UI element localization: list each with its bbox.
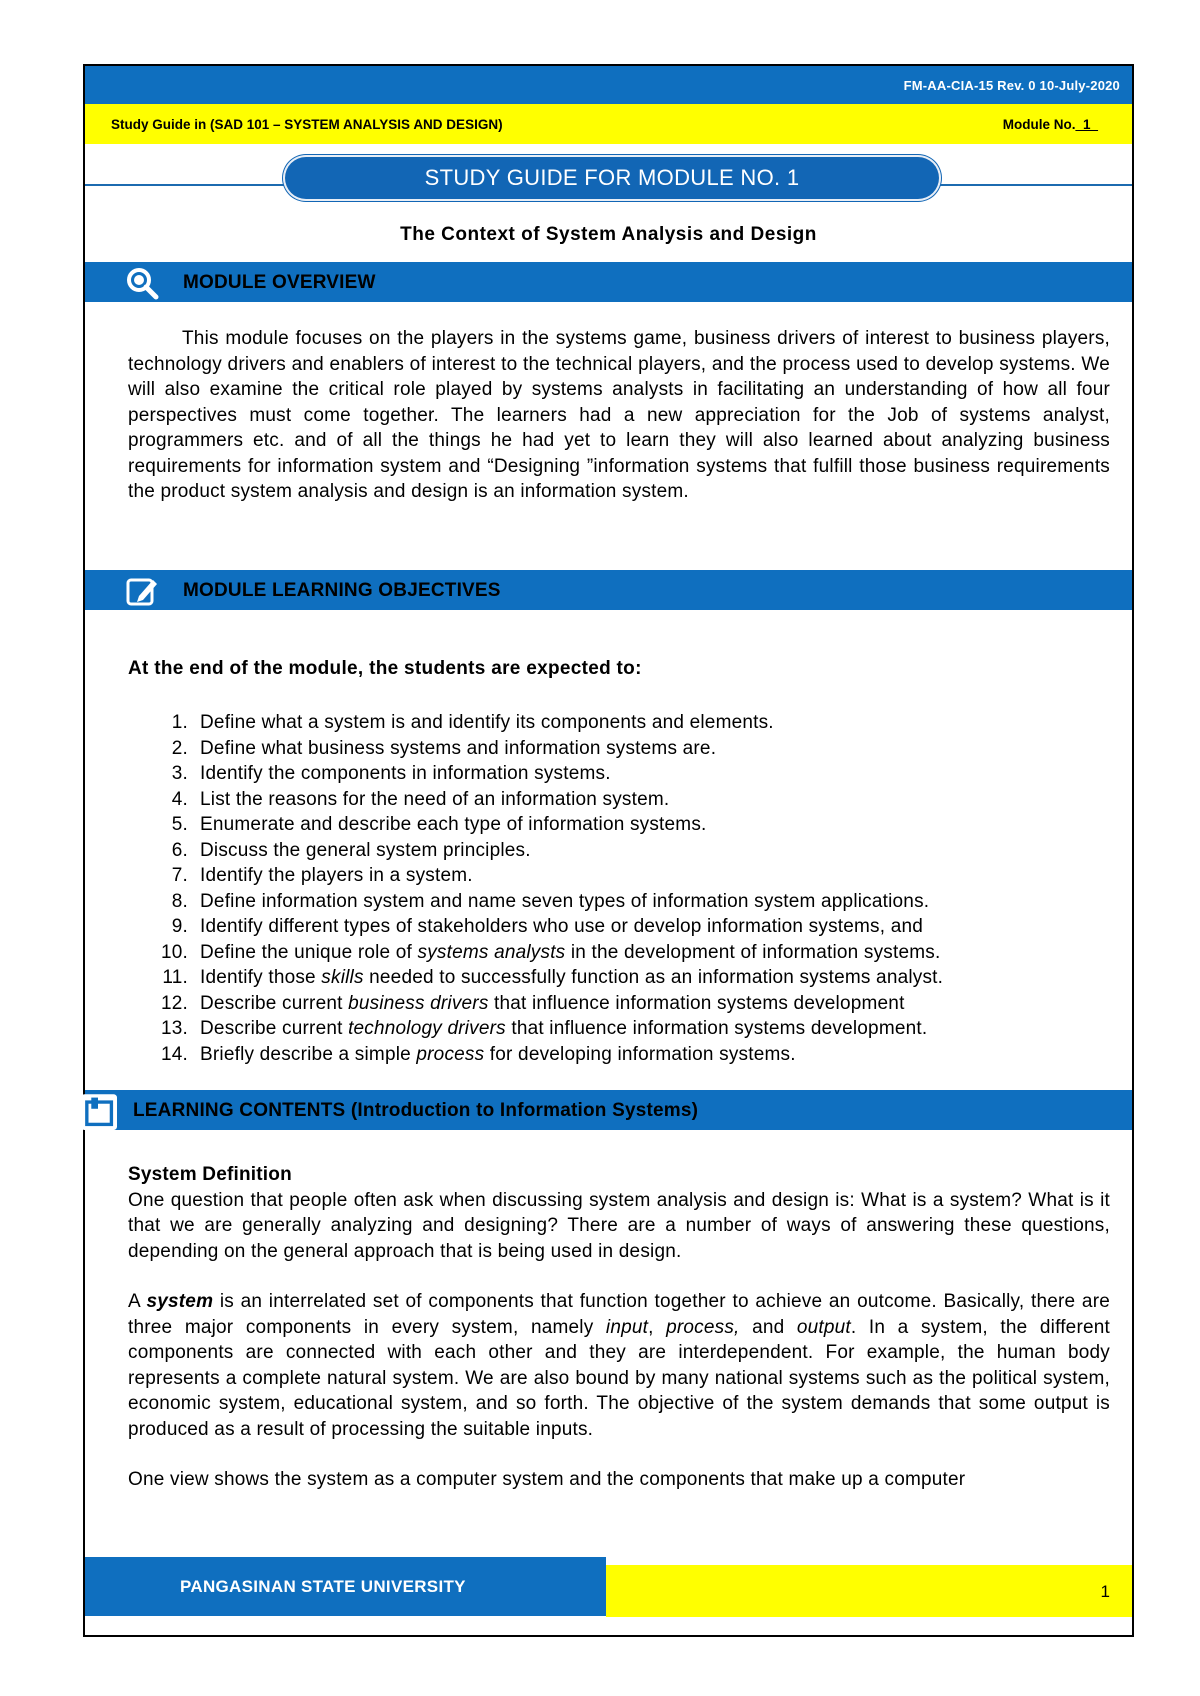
objective-item: 4. List the reasons for the need of an information system. — [150, 787, 943, 813]
form-code: FM-AA-CIA-15 Rev. 0 10-July-2020 — [903, 78, 1120, 93]
section-overview-bar — [85, 262, 1132, 302]
section-contents-bar — [85, 1090, 1132, 1130]
course-bar — [85, 104, 1132, 144]
system-definition-block — [128, 1162, 1110, 1493]
header-top-bar — [85, 66, 1132, 104]
objective-item: 6. Discuss the general system principles. — [150, 838, 943, 864]
section-overview-heading: MODULE OVERVIEW — [183, 272, 376, 293]
university-name: PANGASINAN STATE UNIVERSITY — [180, 1577, 466, 1596]
objective-item: 7. Identify the players in a system. — [150, 863, 943, 889]
system-definition-heading: System Definition — [128, 1164, 292, 1185]
objective-item: 14. Briefly describe a simple process for developing information systems. — [150, 1042, 943, 1068]
objective-item: 2. Define what business systems and information systems are. — [150, 736, 943, 762]
objective-item: 1. Define what a system is and identify its components and elements. — [150, 710, 943, 736]
section-objectives-bar — [85, 570, 1132, 610]
objective-emphasis: business drivers — [348, 992, 489, 1014]
objective-item: 13. Describe current technology drivers that influence information systems development. — [150, 1016, 943, 1042]
term-input: input — [605, 1316, 649, 1338]
footer-university-bar — [85, 1557, 606, 1616]
objective-item: 10. Define the unique role of systems analysts in the development of information systems. — [150, 940, 943, 966]
objective-number: 9. — [171, 916, 188, 937]
objective-number: 8. — [171, 890, 188, 912]
system-definition-p3: One view shows the system as a computer system and the components that make up a computer — [128, 1469, 966, 1490]
objective-number: 4. — [171, 788, 188, 810]
objective-item: 8. Define information system and name seven types of information system applications. — [150, 889, 943, 915]
objective-emphasis: technology drivers — [348, 1018, 506, 1039]
objective-emphasis: skills — [321, 967, 364, 988]
objective-number: 14. — [160, 1043, 188, 1065]
section-contents-heading: LEARNING CONTENTS (Introduction to Information Systems) — [133, 1100, 699, 1121]
section-objectives-heading: MODULE LEARNING OBJECTIVES — [183, 580, 501, 601]
system-definition-p2: A system is an interrelated set of components that function together to achieve an outcome. Basically, there are three major components in every system, namely input, process, and output. In a system, the different components are connected with each other and they are interdependent. For example, the human body represents a complete natural system. We are also bound by many national systems such as the political system, economic system, educational system, and so forth. The objective of the system demands that some output is produced as a result of processing the suitable inputs. — [128, 1291, 1110, 1440]
objective-number: 10. — [160, 941, 188, 963]
objective-number: 5. — [171, 814, 188, 835]
footer-page-bar — [606, 1565, 1132, 1617]
objective-number: 13. — [160, 1018, 188, 1039]
objective-item: 12. Describe current business drivers that influence information systems development — [150, 991, 943, 1017]
objective-number: 6. — [171, 839, 188, 861]
objective-item: 9. Identify different types of stakeholders who use or develop information systems, and — [150, 914, 943, 940]
objective-number: 12. — [160, 992, 188, 1014]
objective-emphasis: systems analysts — [417, 941, 566, 963]
study-guide-banner: STUDY GUIDE FOR MODULE NO. 1 — [285, 157, 939, 199]
magnifier-icon — [125, 266, 159, 300]
overview-text: This module focuses on the players in the systems game, business drivers of interest to business players, technology drivers and enablers of interest to the technical players, and the process used to develop systems. We will also examine the critical role played by systems analysts in facilitating an understanding of how all four perspectives must come together. The learners had a new appreciation for the Job of systems analyst, programmers etc. and of all the things he had yet to learn they will also learned about analyzing business requirements for information system and “Designing ”information systems that fulfill those business requirements the product system analysis and design is an information system. — [128, 328, 1110, 502]
module-number-label — [1003, 117, 1098, 132]
objective-number: 7. — [171, 865, 188, 886]
objective-item: 11. Identify those skills needed to successfully function as an information systems analyst. — [150, 965, 943, 991]
page-number: 1 — [1100, 1582, 1110, 1601]
objective-item: 3. Identify the components in information systems. — [150, 761, 943, 787]
term-output: output — [796, 1316, 851, 1338]
objective-number: 3. — [171, 763, 188, 784]
objective-item: 5. Enumerate and describe each type of information systems. — [150, 812, 943, 838]
objective-number: 2. — [171, 737, 188, 759]
term-system: system — [146, 1291, 214, 1312]
book-icon — [79, 1092, 117, 1130]
objectives-lead: At the end of the module, the students are expected to: — [128, 658, 642, 679]
module-number: _1_ — [1075, 117, 1098, 132]
objectives-list — [150, 710, 943, 1067]
term-process: process, — [666, 1316, 740, 1338]
module-label: Module No. — [1002, 117, 1076, 132]
objective-number: 11. — [162, 967, 188, 988]
page-title: The Context of System Analysis and Design — [400, 224, 817, 245]
system-definition-p1: One question that people often ask when discussing system analysis and design is: What is a system? What is it that we are generally analyzing and designing? There are a number of ways of answering these questions, depending on the general approach that is being used in design. — [128, 1189, 1110, 1262]
course-title: Study Guide in (SAD 101 – SYSTEM ANALYSIS AND DESIGN) — [111, 117, 503, 132]
objective-emphasis: process — [416, 1043, 485, 1065]
pencil-icon — [125, 574, 159, 608]
objective-number: 1. — [171, 712, 188, 733]
